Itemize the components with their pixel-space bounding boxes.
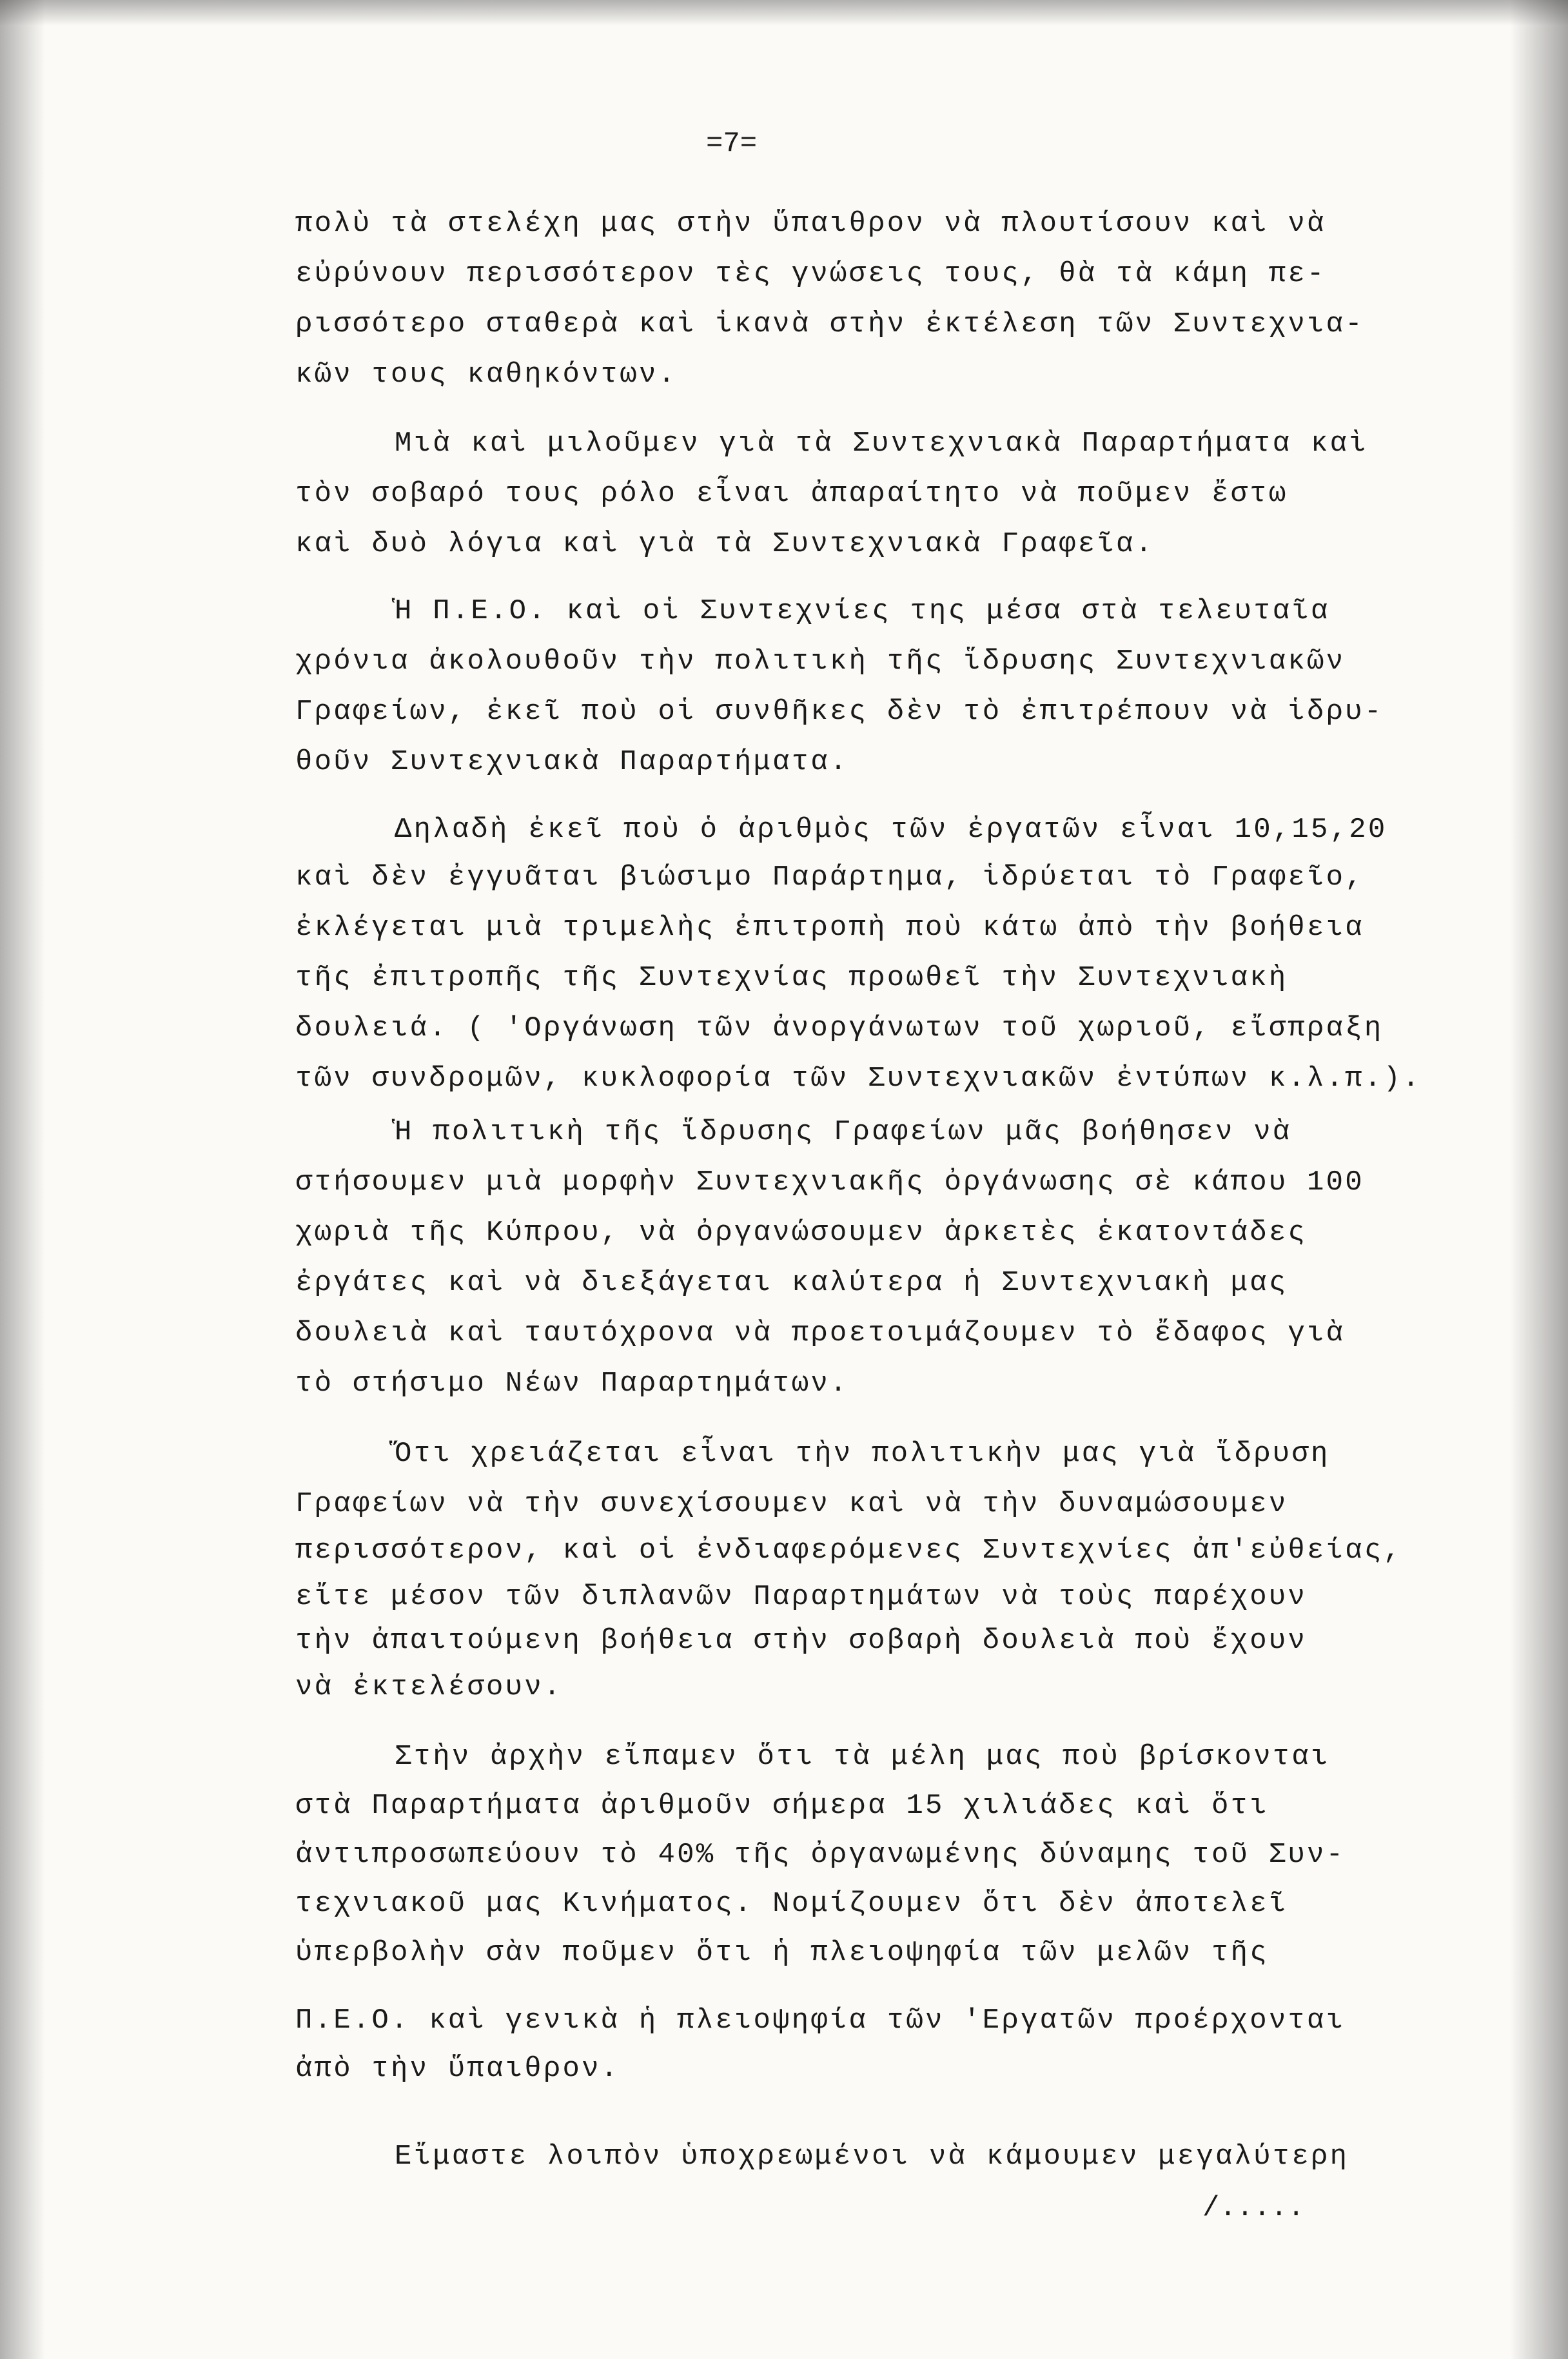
scan-shadow-left: [0, 0, 45, 2359]
text-line: κῶν τους καθηκόντων.: [295, 358, 678, 391]
continuation-mark: /.....: [1202, 2192, 1305, 2224]
text-line: Π.Ε.Ο. καὶ γενικὰ ἡ πλειοψηφία τῶν 'Εργατῶν προέρχονται: [295, 2004, 1346, 2037]
text-line: ἐργάτες καὶ νὰ διεξάγεται καλύτερα ἡ Συντεχνιακὴ μας: [295, 1267, 1288, 1299]
text-line: τῶν συνδρομῶν, κυκλοφορία τῶν Συντεχνιακῶν ἐντύπων κ.λ.π.).: [295, 1062, 1422, 1095]
text-line: Ἡ πολιτικὴ τῆς ἵδρυσης Γραφείων μᾶς βοήθησεν νὰ: [395, 1116, 1292, 1148]
text-line: χρόνια ἀκολουθοῦν τὴν πολιτικὴ τῆς ἵδρυσης Συντεχνιακῶν: [295, 645, 1346, 678]
text-line: ἐκλέγεται μιὰ τριμελὴς ἐπιτροπὴ ποὺ κάτω ἀπὸ τὴν βοήθεια: [295, 912, 1364, 944]
text-line: τῆς ἐπιτροπῆς τῆς Συντεχνίας προωθεῖ τὴν Συντεχνιακὴ: [295, 962, 1288, 994]
text-line: Ὅτι χρειάζεται εἶναι τὴν πολιτικὴν μας γιὰ ἵδρυση: [395, 1438, 1330, 1470]
text-line: Μιὰ καὶ μιλοῦμεν γιὰ τὰ Συντεχνιακὰ Παραρτήματα καὶ: [395, 427, 1368, 460]
text-line: Εἴμαστε λοιπὸν ὑποχρεωμένοι νὰ κάμουμεν μεγαλύτερη: [395, 2140, 1349, 2173]
text-line: τὸν σοβαρό τους ρόλο εἶναι ἀπαραίτητο νὰ ποῦμεν ἔστω: [295, 478, 1288, 510]
text-line: ἀπὸ τὴν ὕπαιθρον.: [295, 2053, 620, 2085]
text-line: δουλειά. ( 'Οργάνωση τῶν ἀνοργάνωτων τοῦ χωριοῦ, εἴσπραξη: [295, 1012, 1384, 1044]
text-line: εὐρύνουν περισσότερον τὲς γνώσεις τους, θὰ τὰ κάμη πε-: [295, 258, 1326, 290]
text-line: πολὺ τὰ στελέχη μας στὴν ὕπαιθρον νὰ πλουτίσουν καὶ νὰ: [295, 208, 1326, 240]
text-line: ἀντιπροσωπεύουν τὸ 40% τῆς ὀργανωμένης δύναμης τοῦ Συν-: [295, 1839, 1346, 1871]
scan-shadow-top: [0, 0, 1568, 26]
text-line: στὰ Παραρτήματα ἀριθμοῦν σήμερα 15 χιλιάδες καὶ ὅτι: [295, 1790, 1269, 1822]
text-line: χωριὰ τῆς Κύπρου, νὰ ὀργανώσουμεν ἀρκετὲς ἑκατοντάδες: [295, 1217, 1308, 1249]
text-line: τὴν ἀπαιτούμενη βοήθεια στὴν σοβαρὴ δουλειὰ ποὺ ἔχουν: [295, 1625, 1308, 1657]
text-line: Ἡ Π.Ε.Ο. καὶ οἱ Συντεχνίες της μέσα στὰ τελευταῖα: [395, 595, 1330, 627]
text-line: καὶ δυὸ λόγια καὶ γιὰ τὰ Συντεχνιακὰ Γραφεῖα.: [295, 528, 1155, 560]
text-line: Γραφείων νὰ τὴν συνεχίσουμεν καὶ νὰ τὴν δυναμώσουμεν: [295, 1488, 1288, 1520]
text-line: τεχνιακοῦ μας Κινήματος. Νομίζουμεν ὅτι δὲν ἀποτελεῖ: [295, 1888, 1288, 1920]
text-line: εἴτε μέσον τῶν διπλανῶν Παραρτημάτων νὰ τοὺς παρέχουν: [295, 1581, 1308, 1613]
text-line: Στὴν ἀρχὴν εἴπαμεν ὅτι τὰ μέλη μας ποὺ βρίσκονται: [395, 1741, 1330, 1773]
scan-shadow-right: [1510, 0, 1568, 2359]
text-line: στήσουμεν μιὰ μορφὴν Συντεχνιακῆς ὀργάνωσης σὲ κάπου 100: [295, 1166, 1364, 1199]
text-line: περισσότερον, καὶ οἱ ἐνδιαφερόμενες Συντεχνίες ἀπ'εὐθείας,: [295, 1534, 1403, 1567]
text-line: καὶ δὲν ἐγγυᾶται βιώσιμο Παράρτημα, ἱδρύεται τὸ Γραφεῖο,: [295, 861, 1364, 894]
text-line: τὸ στήσιμο Νέων Παραρτημάτων.: [295, 1367, 849, 1400]
page-number: =7=: [706, 128, 758, 160]
text-line: ρισσότερο σταθερὰ καὶ ἱκανὰ στὴν ἐκτέλεση τῶν Συντεχνια-: [295, 308, 1364, 340]
text-line: Δηλαδὴ ἐκεῖ ποὺ ὁ ἀριθμὸς τῶν ἐργατῶν εἶναι 10,15,20: [395, 814, 1387, 846]
text-line: ὑπερβολὴν σὰν ποῦμεν ὅτι ἡ πλειοψηφία τῶν μελῶν τῆς: [295, 1937, 1269, 1969]
text-line: νὰ ἐκτελέσουν.: [295, 1671, 563, 1703]
text-line: Γραφείων, ἐκεῖ ποὺ οἱ συνθῆκες δὲν τὸ ἐπιτρέπουν νὰ ἱδρυ-: [295, 696, 1384, 728]
text-line: δουλειὰ καὶ ταυτόχρονα νὰ προετοιμάζουμεν τὸ ἔδαφος γιὰ: [295, 1317, 1346, 1349]
text-line: θοῦν Συντεχνιακὰ Παραρτήματα.: [295, 746, 849, 778]
